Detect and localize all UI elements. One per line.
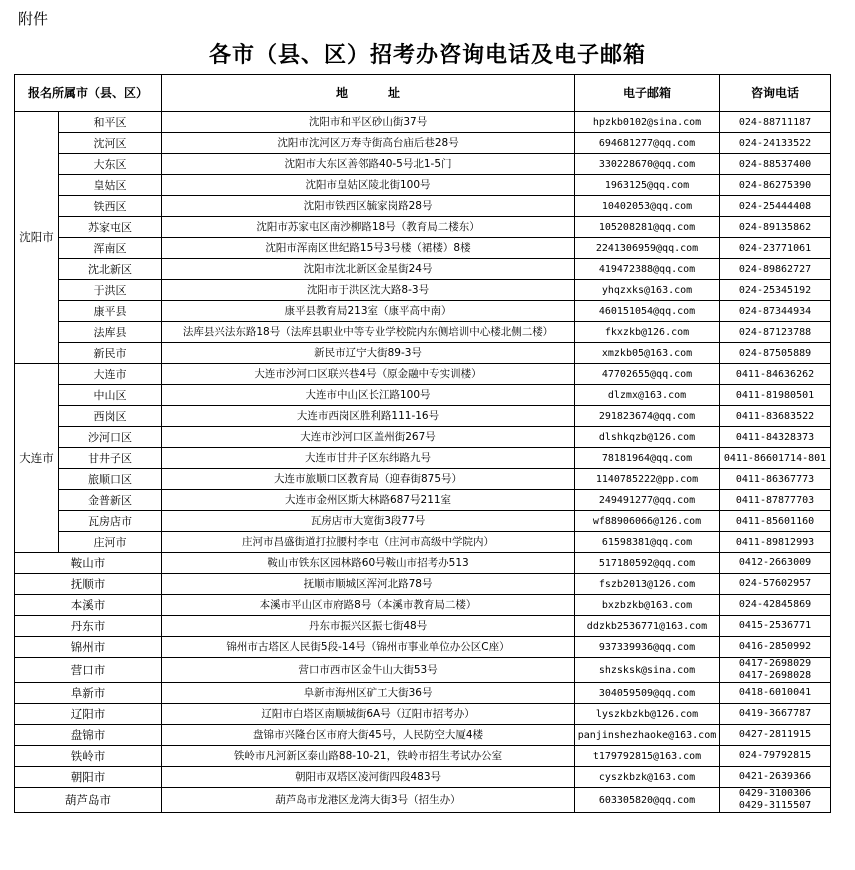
email-cell: 105208281@qq.com bbox=[575, 217, 720, 238]
district-cell: 苏家屯区 bbox=[59, 217, 162, 238]
email-cell: 1963125@qq.com bbox=[575, 175, 720, 196]
email-cell: 78181964@qq.com bbox=[575, 448, 720, 469]
table-row bbox=[15, 343, 831, 364]
table-row bbox=[15, 637, 831, 658]
district-cell: 皇姑区 bbox=[59, 175, 162, 196]
phone-cell: 024-88537400 bbox=[720, 154, 831, 175]
table-row bbox=[15, 175, 831, 196]
table-row bbox=[15, 725, 831, 746]
email-cell: dlshkqzb@126.com bbox=[575, 427, 720, 448]
city-cell: 本溪市 bbox=[15, 595, 162, 616]
phone-cell: 0411-86601714-801 bbox=[720, 448, 831, 469]
address-cell: 铁岭市凡河新区泰山路88-10-21，铁岭市招生考试办公室 bbox=[162, 746, 575, 767]
table-row bbox=[15, 301, 831, 322]
address-cell: 沈阳市大东区善邻路40-5号北1-5门 bbox=[162, 154, 575, 175]
header-phone: 咨询电话 bbox=[720, 75, 831, 112]
email-cell: t179792815@163.com bbox=[575, 746, 720, 767]
phone-cell: 0411-85601160 bbox=[720, 511, 831, 532]
address-cell: 本溪市平山区市府路8号（本溪市教育局二楼） bbox=[162, 595, 575, 616]
address-cell: 大连市金州区斯大林路687号211室 bbox=[162, 490, 575, 511]
email-cell: 304059509@qq.com bbox=[575, 683, 720, 704]
email-cell: 419472388@qq.com bbox=[575, 259, 720, 280]
phone-number: 0416-2850992 bbox=[738, 641, 812, 652]
email-cell: 694681277@qq.com bbox=[575, 133, 720, 154]
table-row bbox=[15, 746, 831, 767]
address-cell: 盘锦市兴隆台区市府大街45号，人民防空大厦4楼 bbox=[162, 725, 575, 746]
email-cell: 2241306959@qq.com bbox=[575, 238, 720, 259]
phone-number: 0415-2536771 bbox=[738, 620, 812, 631]
city-cell: 阜新市 bbox=[15, 683, 162, 704]
address-cell: 沈阳市苏家屯区南沙柳路18号（教育局二楼东） bbox=[162, 217, 575, 238]
email-cell: ddzkb2536771@163.com bbox=[575, 616, 720, 637]
phone-cell: 024-24133522 bbox=[720, 133, 831, 154]
district-cell: 庄河市 bbox=[59, 532, 162, 553]
table-row bbox=[15, 511, 831, 532]
table-row bbox=[15, 133, 831, 154]
table-row bbox=[15, 616, 831, 637]
city-cell: 营口市 bbox=[15, 658, 162, 683]
phone-number: 0417-2698028 bbox=[738, 670, 812, 681]
phone-cell: 024-89862727 bbox=[720, 259, 831, 280]
phone-cell: 024-25345192 bbox=[720, 280, 831, 301]
table-row bbox=[15, 112, 831, 133]
phone-cell: 0411-89812993 bbox=[720, 532, 831, 553]
table-header-row bbox=[15, 75, 831, 112]
email-cell: cyszkbzk@163.com bbox=[575, 767, 720, 788]
address-cell: 鞍山市铁东区园林路60号鞍山市招考办513 bbox=[162, 553, 575, 574]
email-cell: lyszkbzkb@126.com bbox=[575, 704, 720, 725]
city-cell: 辽阳市 bbox=[15, 704, 162, 725]
district-cell: 大连市 bbox=[59, 364, 162, 385]
email-cell: wf88906066@126.com bbox=[575, 511, 720, 532]
city-cell: 铁岭市 bbox=[15, 746, 162, 767]
email-cell: 47702655@qq.com bbox=[575, 364, 720, 385]
district-cell: 甘井子区 bbox=[59, 448, 162, 469]
phone-number: 0418-6010041 bbox=[738, 687, 812, 698]
address-cell: 沈阳市铁西区毓家岗路28号 bbox=[162, 196, 575, 217]
table-row bbox=[15, 767, 831, 788]
phone-cell bbox=[720, 683, 831, 704]
email-cell: 10402053@qq.com bbox=[575, 196, 720, 217]
phone-cell: 024-87123788 bbox=[720, 322, 831, 343]
district-cell: 沈河区 bbox=[59, 133, 162, 154]
email-cell: 517180592@qq.com bbox=[575, 553, 720, 574]
email-cell: fkxzkb@126.com bbox=[575, 322, 720, 343]
email-cell: hpzkb0102@sina.com bbox=[575, 112, 720, 133]
email-cell: 603305820@qq.com bbox=[575, 788, 720, 813]
email-cell: panjinshezhaoke@163.com bbox=[575, 725, 720, 746]
city-cell: 丹东市 bbox=[15, 616, 162, 637]
district-cell: 金普新区 bbox=[59, 490, 162, 511]
phone-cell bbox=[720, 616, 831, 637]
phone-number: 0412-2663009 bbox=[738, 557, 812, 568]
phone-number: 0419-3667787 bbox=[738, 708, 812, 719]
district-cell: 大东区 bbox=[59, 154, 162, 175]
email-cell: 61598381@qq.com bbox=[575, 532, 720, 553]
table-row bbox=[15, 704, 831, 725]
phone-cell bbox=[720, 746, 831, 767]
phone-number: 0417-2698029 bbox=[738, 658, 812, 669]
phone-number: 0427-2811915 bbox=[738, 729, 812, 740]
phone-cell bbox=[720, 658, 831, 683]
phone-cell bbox=[720, 788, 831, 813]
phone-cell: 024-89135862 bbox=[720, 217, 831, 238]
district-cell: 和平区 bbox=[59, 112, 162, 133]
address-cell: 沈阳市浑南区世纪路15号3号楼（裙楼）8楼 bbox=[162, 238, 575, 259]
address-cell: 沈阳市沈北新区金星街24号 bbox=[162, 259, 575, 280]
phone-cell: 024-88711187 bbox=[720, 112, 831, 133]
district-cell: 新民市 bbox=[59, 343, 162, 364]
table-row bbox=[15, 595, 831, 616]
address-cell: 大连市中山区长江路100号 bbox=[162, 385, 575, 406]
address-cell: 辽阳市白塔区南顺城街6A号（辽阳市招考办） bbox=[162, 704, 575, 725]
page-title: 各市（县、区）招考办咨询电话及电子邮箱 bbox=[208, 43, 646, 68]
email-cell: 1140785222@pp.com bbox=[575, 469, 720, 490]
table-row bbox=[15, 217, 831, 238]
address-cell: 法库县兴法东路18号（法库县职业中等专业学校院内东侧培训中心楼北侧二楼） bbox=[162, 322, 575, 343]
address-cell: 康平县教育局213室（康平高中南） bbox=[162, 301, 575, 322]
district-cell: 于洪区 bbox=[59, 280, 162, 301]
district-cell: 沙河口区 bbox=[59, 427, 162, 448]
table-row bbox=[15, 385, 831, 406]
table-row bbox=[15, 154, 831, 175]
address-cell: 大连市甘井子区东纬路九号 bbox=[162, 448, 575, 469]
city-cell: 鞍山市 bbox=[15, 553, 162, 574]
address-cell: 朝阳市双塔区凌河街四段483号 bbox=[162, 767, 575, 788]
email-cell: yhqzxks@163.com bbox=[575, 280, 720, 301]
header-address-first: 地 bbox=[336, 86, 349, 100]
address-cell: 抚顺市顺城区浑河北路78号 bbox=[162, 574, 575, 595]
address-cell: 营口市西市区金牛山大街53号 bbox=[162, 658, 575, 683]
phone-cell: 0411-86367773 bbox=[720, 469, 831, 490]
email-cell: shzsksk@sina.com bbox=[575, 658, 720, 683]
table-row bbox=[15, 490, 831, 511]
email-cell: 249491277@qq.com bbox=[575, 490, 720, 511]
address-cell: 丹东市振兴区振七街48号 bbox=[162, 616, 575, 637]
email-cell: 460151054@qq.com bbox=[575, 301, 720, 322]
phone-cell: 0411-84636262 bbox=[720, 364, 831, 385]
header-email: 电子邮箱 bbox=[575, 75, 720, 112]
table-row bbox=[15, 238, 831, 259]
phone-cell: 0411-87877703 bbox=[720, 490, 831, 511]
address-cell: 葫芦岛市龙港区龙湾大街3号（招生办） bbox=[162, 788, 575, 813]
phone-cell bbox=[720, 725, 831, 746]
district-cell: 法库县 bbox=[59, 322, 162, 343]
district-cell: 铁西区 bbox=[59, 196, 162, 217]
email-cell: fszb2013@126.com bbox=[575, 574, 720, 595]
table-row bbox=[15, 364, 831, 385]
district-cell: 沈北新区 bbox=[59, 259, 162, 280]
city-cell: 抚顺市 bbox=[15, 574, 162, 595]
city-cell: 锦州市 bbox=[15, 637, 162, 658]
header-address-second: 址 bbox=[388, 86, 401, 100]
table-body bbox=[15, 112, 831, 813]
phone-cell: 0411-84328373 bbox=[720, 427, 831, 448]
table-row bbox=[15, 574, 831, 595]
phone-cell bbox=[720, 553, 831, 574]
table-row bbox=[15, 788, 831, 813]
city-group-cell: 大连市 bbox=[15, 364, 59, 553]
address-cell: 阜新市海州区矿工大街36号 bbox=[162, 683, 575, 704]
phone-number: 024-57602957 bbox=[738, 578, 812, 589]
phone-number: 024-79792815 bbox=[738, 750, 812, 761]
email-cell: 937339936@qq.com bbox=[575, 637, 720, 658]
phone-cell: 024-87505889 bbox=[720, 343, 831, 364]
address-cell: 大连市旅顺口区教育局（迎春街875号） bbox=[162, 469, 575, 490]
district-cell: 旅顺口区 bbox=[59, 469, 162, 490]
email-cell: xmzkb05@163.com bbox=[575, 343, 720, 364]
phone-cell bbox=[720, 767, 831, 788]
phone-number: 0429-3115507 bbox=[738, 800, 812, 811]
address-cell: 沈阳市和平区砂山街37号 bbox=[162, 112, 575, 133]
district-cell: 浑南区 bbox=[59, 238, 162, 259]
address-cell: 大连市西岗区胜利路111-16号 bbox=[162, 406, 575, 427]
table-row bbox=[15, 322, 831, 343]
city-cell: 葫芦岛市 bbox=[15, 788, 162, 813]
phone-cell: 024-87344934 bbox=[720, 301, 831, 322]
district-cell: 西岗区 bbox=[59, 406, 162, 427]
phone-number: 0421-2639366 bbox=[738, 771, 812, 782]
city-cell: 盘锦市 bbox=[15, 725, 162, 746]
table-row bbox=[15, 532, 831, 553]
table-row bbox=[15, 448, 831, 469]
phone-cell bbox=[720, 574, 831, 595]
attachment-label: 附件 bbox=[18, 10, 49, 28]
address-cell: 沈阳市沈河区万寿寺街高台庙后巷28号 bbox=[162, 133, 575, 154]
address-cell: 沈阳市皇姑区陵北街100号 bbox=[162, 175, 575, 196]
table-row bbox=[15, 259, 831, 280]
address-cell: 瓦房店市大宽街3段77号 bbox=[162, 511, 575, 532]
contact-table bbox=[14, 74, 831, 813]
phone-cell: 0411-83683522 bbox=[720, 406, 831, 427]
address-cell: 锦州市古塔区人民街5段-14号（锦州市事业单位办公区C座） bbox=[162, 637, 575, 658]
table-row bbox=[15, 658, 831, 683]
city-group-cell: 沈阳市 bbox=[15, 112, 59, 364]
table-row bbox=[15, 196, 831, 217]
phone-cell bbox=[720, 704, 831, 725]
table-row bbox=[15, 280, 831, 301]
email-cell: bxzbzkb@163.com bbox=[575, 595, 720, 616]
header-address bbox=[162, 75, 575, 112]
district-cell: 康平县 bbox=[59, 301, 162, 322]
phone-number: 024-42845869 bbox=[738, 599, 812, 610]
table-row bbox=[15, 427, 831, 448]
table-row bbox=[15, 406, 831, 427]
address-cell: 大连市沙河口区联兴巷4号（原金融中专实训楼） bbox=[162, 364, 575, 385]
district-cell: 中山区 bbox=[59, 385, 162, 406]
phone-cell: 024-25444408 bbox=[720, 196, 831, 217]
phone-number: 0429-3100306 bbox=[738, 788, 812, 799]
district-cell: 瓦房店市 bbox=[59, 511, 162, 532]
address-cell: 庄河市昌盛街道打拉腰村李屯（庄河市高级中学院内） bbox=[162, 532, 575, 553]
table-row bbox=[15, 469, 831, 490]
table-row bbox=[15, 683, 831, 704]
address-cell: 沈阳市于洪区沈大路8-3号 bbox=[162, 280, 575, 301]
email-cell: 330228670@qq.com bbox=[575, 154, 720, 175]
phone-cell bbox=[720, 637, 831, 658]
phone-cell: 024-23771061 bbox=[720, 238, 831, 259]
phone-cell bbox=[720, 595, 831, 616]
address-cell: 大连市沙河口区盖州街267号 bbox=[162, 427, 575, 448]
table-row bbox=[15, 553, 831, 574]
phone-cell: 0411-81980501 bbox=[720, 385, 831, 406]
header-city: 报名所属市（县、区） bbox=[15, 75, 162, 112]
email-cell: dlzmx@163.com bbox=[575, 385, 720, 406]
email-cell: 291823674@qq.com bbox=[575, 406, 720, 427]
city-cell: 朝阳市 bbox=[15, 767, 162, 788]
phone-cell: 024-86275390 bbox=[720, 175, 831, 196]
address-cell: 新民市辽宁大街89-3号 bbox=[162, 343, 575, 364]
